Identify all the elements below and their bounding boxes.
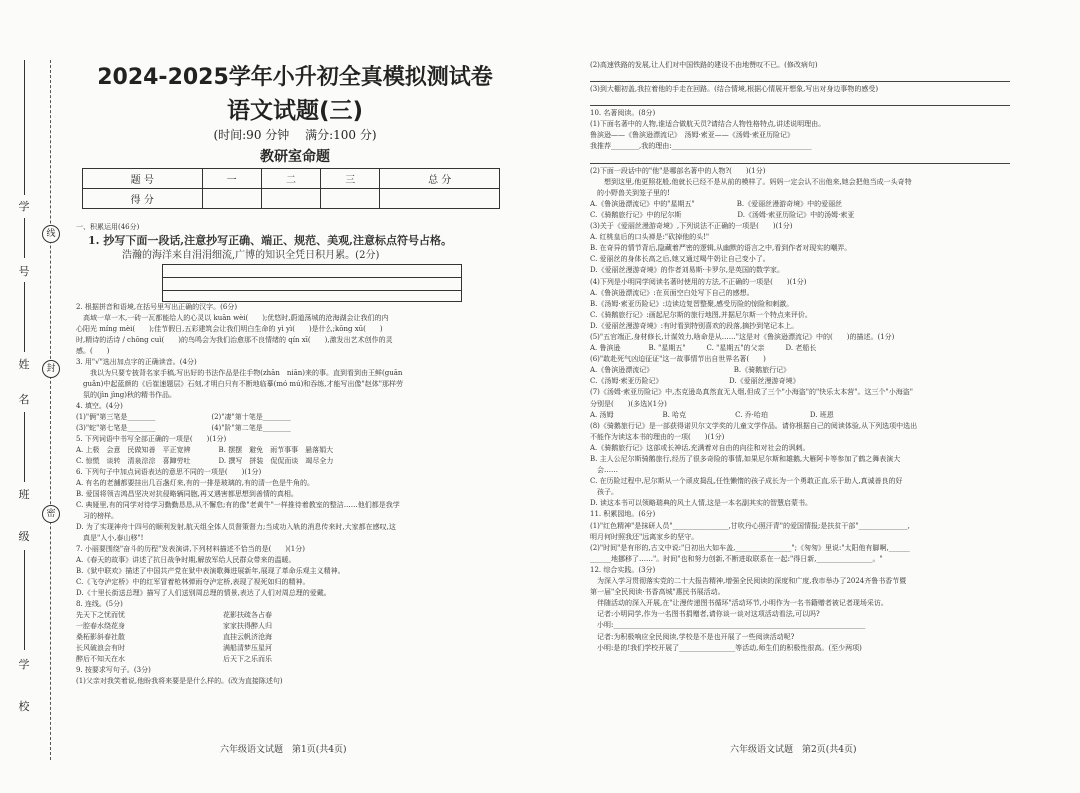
author-label: 教研室命题	[260, 149, 330, 165]
page-2-line: 孩子。	[590, 488, 618, 497]
page-1	[70, 0, 510, 793]
page-2-line: A. 红桃皇后的口头禅是:"砍掉他的头!"	[590, 233, 710, 242]
page-1-line: B. 爱国将领吉鸿昌坚决对抗侵略辆同胞,再又遇害都思想到善情的真相。	[76, 490, 298, 498]
binding-dashed-line	[50, 60, 51, 760]
page-2-line: 11. 积累园地。(6分)	[590, 510, 656, 519]
page-1-line: 6. 下列句子中加点词语表达的意思不同的一项是( )(1分)	[76, 468, 262, 476]
page-2-line: C.《骑鹅旅行记》:画起尼尔斯的旅行地图,并据尼尔斯一个特点来评价。	[590, 310, 812, 319]
page-1-line: 9. 按要求写句子。(3分)	[76, 666, 151, 674]
page-2-line: C.《骑鹅旅行记》中的尼尔斯 D.《汤姆·索亚历险记》中的汤姆·索亚	[590, 210, 855, 219]
page-2-line: (2)下面一段话中的"他"是哪部名著中的人物?( )(1分)	[590, 166, 766, 175]
page-2-line: 记者:为积极响应全民阅读,学校是不是也开展了一些阅读活动呢?	[590, 632, 795, 641]
binding-strip	[14, 60, 60, 760]
page-2-line: 明月何时照我还"远离家乡的坚守。	[590, 532, 699, 541]
page-2-line: (1)"红色精神"是抹研人员"________________,甘吹丹心照汗青"的爱国情报;是扶贫干部"______________,	[590, 521, 910, 530]
page-1-line: 2. 根据拼音和语境,在括号里写出正确的汉字。(6分)	[76, 303, 238, 311]
binding-mark: 密	[42, 505, 60, 523]
binding-label: 号	[18, 265, 30, 278]
page-1-line: 氛的(jìn jìng)秋的精书作品。	[76, 391, 177, 399]
binding-mark: 封	[42, 360, 60, 378]
page-2-line: A.《鲁滨逊漂流记》中的"星期五" B.《爱丽丝漫游奇境》中的爱丽丝	[590, 199, 843, 208]
page-1-line: (3)"蛇"第七笔是________ (4)"阶"第二笔是________	[76, 424, 291, 432]
page-1-line: 先天下之忧而忧 花影扶疏各占春	[76, 611, 272, 619]
page-1-line: 一腔春水绕花身 家家扶得醉人归	[76, 622, 272, 630]
page-2-body	[590, 60, 1010, 654]
score-header: 二	[261, 169, 320, 189]
page-2-line: (8)《骑鹅旅行记》是一部获得诺贝尔文学奖的儿童文学作品。请你根据自己的阅读体验,从下列选项中选出	[590, 421, 918, 430]
page-2-line: 分别是( )(多选)(1分)	[590, 399, 667, 408]
binding-label: 校	[18, 700, 30, 713]
score-cell[interactable]	[202, 189, 261, 209]
page-1-line: 桑柘影斜春社散 直挂云帆济沧海	[76, 633, 272, 641]
page-1-line: 7. 小丽要围绕"奋斗的历程"发表演讲,下列材料描述不恰当的是( )(1分)	[76, 545, 305, 553]
page-2-line: 伴随活动的深入开展,在"让漫传递图书循环"活动环节,小明作为一名书籍赠者被记者现场采访。	[590, 599, 888, 608]
page-2-line: B. 主人公尼尔斯骑鹅旅行,经历了很多奇险的事情,如果尼尔斯和雄鹅,大雁阿卡等参加了鹤之舞表演大	[590, 455, 901, 463]
page-1-line: 时,精诗的活诗 / chōng cuì( )的鸟鸣会为我们治愈那不良情绪的 qín xī( ),激发出艺术创作的灵	[76, 336, 393, 344]
binding-label: 学	[18, 200, 30, 213]
page-1-line: 感。( )	[76, 347, 110, 355]
page-2-line: A. 汤姆 B. 哈克 C. 乔·哈珀 D. 班恩	[590, 410, 834, 419]
page-2-line: C.《汤姆·索亚历险记》 D.《爱丽丝漫游奇境》	[590, 377, 800, 386]
binding-label: 级	[18, 530, 30, 543]
score-table	[82, 168, 500, 209]
page-1-line: D. 为了实现神舟十四号的顺利发射,航天组全体人员督策督力;当成功入轨的消息传来时,大家都在感叹,这	[76, 523, 396, 531]
page-footer: 六年级语文试题 第2页(共4页)	[730, 745, 857, 755]
page-1-line: D.《十里长街送总理》描写了人们送别周总理的情景,表达了人们对周总理的爱戴。	[76, 589, 331, 597]
page-1-body	[76, 302, 508, 687]
page-2-line: A.《骑鹅旅行记》这部或长神话,充满着对自由的向往和对社会的讽刺。	[590, 443, 810, 452]
page-2-line: A. 鲁滨逊 B. "星期五" C. "星期五"的父亲 D. 老船长	[590, 344, 817, 353]
page-1-line: (1)"俩"第三笔是________ (2)"凄"第十笔是________	[76, 413, 291, 421]
binding-label: 姓	[18, 358, 30, 371]
binding-line	[24, 412, 25, 482]
page-2-line: 小明:________________________________________________________________________	[590, 621, 866, 630]
score-header: 一	[202, 169, 261, 189]
exam-title: 2024-2025学年小升初全真模拟测试卷	[97, 65, 493, 90]
binding-line	[24, 282, 25, 352]
page-2	[590, 0, 1010, 793]
page-1-line: C. 典娅里,有的同学对待学习勤勤恳恳,从不懈怠;有的像"老黄牛"一样推待着教室的整洁……他们都是我学	[76, 501, 400, 509]
page-2-line: 想到这里,他更照花般,他就长已经不是从前的模样了。妈妈一定会认不出他来,她会把他当成一头奇特	[590, 177, 912, 186]
page-2-line: (5)"五官端正,身材修长,计谋效力,啥命是从……"这是对《鲁滨逊漂流记》中的( )的描述。(1分)	[590, 332, 895, 341]
page-2-line: 会……	[590, 466, 618, 475]
page-1-line: 醉后不知天在水 后天下之乐而乐	[76, 655, 272, 663]
page-2-line	[590, 71, 1010, 82]
page-2-line: 10. 名著阅读。(8分)	[590, 109, 656, 118]
page-2-line: (3)到大棚初盖,我拉着他的手走在回路。(结合情境,根据心情展开想象,写出对身边事物的感受)	[590, 85, 879, 94]
page-2-line: 小明:是的!我们学校开展了________________等活动,师生们的积极性很高。(至少两项)	[590, 643, 862, 652]
score-header: 三	[321, 169, 380, 189]
time-and-score: (时间:90 分钟 满分:100 分)	[213, 128, 377, 142]
page-1-line: 习的榜样。	[76, 512, 118, 520]
binding-label: 学	[18, 658, 30, 671]
page-2-line: B.《汤姆·索亚历险记》:边读边复習整聚,感受历险的惊险和刺激。	[590, 299, 794, 308]
page-2-line: 不能作为读这本书的理由的一项( )(1分)	[590, 432, 725, 441]
page-1-line: A. 上极 会意 民做知善 平正宽辨 B. 摆摆 避免 雨节事事 悬落娟大	[76, 446, 334, 454]
binding-line	[24, 60, 25, 195]
question-1: 1. 抄写下面一段话,注意抄写正确、端正、规范、美观,注意标点符号占格。	[88, 234, 452, 247]
page-2-line: C. 爱丽丝的身体长高之后,她又通过喝牛奶让自己变小了。	[590, 255, 770, 264]
page-2-line: C. 在历险过程中,尼尔斯从一个顽皮捣乱,任性懒惰的孩子成长为一个勇敢正直,乐于助人,真诚善良的好	[590, 477, 903, 486]
page-footer: 六年级语文试题 第1页(共4页)	[220, 745, 347, 755]
page-2-line: B. 在奇异的情节背后,隐藏着严密的逻辑,从幽默的语言之中,看到作者对现实的嘲弄。	[590, 244, 852, 253]
page-2-line: D.《爱丽丝漫游奇境》的作者刘易斯·卡罗尔,是英国的数学家。	[590, 266, 785, 275]
page-2-line: D. 读这本书可以领略瑞典的风土人情,这是一本名副其实的智慧启蒙书。	[590, 499, 813, 508]
page-1-line: 心阳光 míng mèi( );佳节假日,五彩建筑会让我们明白生命的 yì yì( )是什么;kōng xū( )	[76, 325, 383, 333]
page-1-line: C.《飞夺泸定桥》中的红军冒着枪林弹雨夺泸定桥,表现了视死如归的精神。	[76, 578, 310, 586]
page-2-line: (1)下面名著中的人物,谁适合做航天员?请结合人物性格特点,讲述说明理由。	[590, 120, 826, 129]
page-2-line: (2)"时间"是有形的,古文中说:"日初出大如车盖,________________";《匆匆》里说:"太阳他有脚啊,______	[590, 543, 910, 552]
page-2-line: (6)"敢赴死气凶迫征证"这一故事情节出自世界名著( )	[590, 355, 766, 364]
page-2-line: 为深入学习贯彻落实党的二十大报告精神,增强全民阅读的深度和广度,我市举办了2024齐鲁书香节暨	[590, 577, 907, 586]
page-1-line: A.《春天的故事》讲述了抗日战争时期,解放军给人民群众带来的温暖。	[76, 556, 296, 564]
page-1-line: 长风破浪会有时 满船清梦压星河	[76, 644, 272, 652]
page-2-line: A.《鲁滨逊漂流记》 B.《骑鹅旅行记》	[590, 366, 791, 375]
exam-subtitle: 语文试题(三)	[226, 98, 364, 124]
page-2-line: (4)下列是小明同学阅读名著时使用的方法,不正确的一项是( )(1分)	[590, 277, 807, 286]
section-header: 一、积累运用(46分)	[76, 223, 140, 231]
page-1-line: 3. 用"√"选出加点字的正确读音。(4分)	[76, 358, 197, 366]
page-2-line: D.《爱丽丝漫游奇境》:有时看到特别喜欢的段落,摘抄到笔记本上。	[590, 321, 799, 330]
page-2-line: (2)高速铁路的发展,让人们对中国铁路的建设不由地赞叹不已。(修改病句)	[590, 61, 818, 69]
page-2-line: 的小野兽关到笼子里的!	[590, 188, 670, 197]
score-header: 总 分	[380, 169, 500, 189]
score-row-label: 得 分	[83, 189, 203, 209]
page-2-line: 鲁滨逊——《鲁滨逊漂流记》 汤姆·索亚——《汤姆·索亚历险记》	[590, 131, 794, 140]
binding-mark: 线	[42, 225, 60, 243]
page-2-line: (7)《汤姆·索亚历险记》中,杰克逊岛真然直无人烟,但成了三个"小海盗"的"快乐太本营"。这三个"小海盗"	[590, 388, 913, 397]
score-header: 题 号	[83, 169, 203, 189]
score-cell[interactable]	[261, 189, 320, 209]
page-1-line: 真是"人小,泰山移"!	[76, 534, 144, 542]
page-2-line: 第一届"全民阅读·书香高城"惠民书展活动。	[590, 588, 725, 597]
page-2-line	[590, 95, 1010, 106]
question-1-sentence: 浩瀚的海洋来自涓涓细流,广博的知识全凭日积月累。(2分)	[122, 250, 380, 261]
page-1-line: A. 有名的老舗都要挂出几百盏灯来,有的一排是玻璃的,有的清一色是牛角的。	[76, 479, 314, 487]
page-2-line: 记者:小明同学,作为一名图书捐赠者,请你谈一谈对这项活动看法,可以吗?	[590, 610, 820, 619]
page-2-line: A.《鲁滨逊漂流记》:在页面空白处写下自己的感想。	[590, 288, 754, 297]
page-1-line: 4. 填空。(4分)	[76, 402, 123, 410]
copy-answer-box[interactable]	[162, 264, 462, 302]
binding-line	[24, 218, 25, 258]
page-2-line: 我推荐________,我的理由:________________________________________	[590, 142, 812, 151]
score-cell[interactable]	[321, 189, 380, 209]
page-1-line: 高域一草一木,一砖一瓦都能给人的心灵以 kuān wèi( );优悠时,蔚道荡城的沧海湖会让我们的内	[76, 314, 389, 322]
page-2-line	[590, 153, 1010, 164]
page-1-line: guǎn)中起蓝颜的《后崔速题层》石刻,才明白只有不断地临摹(mó mú)和吞练,才能写出像"赵体"那样劳	[76, 380, 403, 388]
page-2-line: ______地挪移了……"。时间"也和努力创新,不断进取联系在一起:"得日新,________________。"	[590, 554, 883, 563]
binding-label: 班	[18, 488, 30, 501]
page-1-line: 我以为只要专披背名家手稿,写出好的书法作品是往手物(zhān niān)来的事。直到看到由王鲜(guān	[76, 369, 403, 377]
page-2-line: (3)关于《爱丽丝漫游奇境》,下列说法不正确的一项是( )(1分)	[590, 222, 793, 231]
page-1-line: 5. 下列词语中书写全部正确的一项是( )(1分)	[76, 435, 227, 443]
score-cell[interactable]	[380, 189, 500, 209]
page-1-line: 8. 连线。(5分)	[76, 600, 123, 608]
binding-line	[24, 550, 25, 650]
page-1-line: (1)父亲对我笑着说,他盼我将来要是是什么样的。(改为直接陈述句)	[76, 677, 283, 685]
page-1-line: C. 惊慌 谈转 清泉淙淙 喜蹿劳吐 D. 撰写 拼装 侃侃而谈 竭尽全力	[76, 457, 334, 465]
binding-label: 名	[18, 393, 30, 406]
page-1-line: B.《狱中联欢》描述了中国共产党在狱中表演歌舞进展新年,展现了革命乐观主义精神。	[76, 567, 345, 575]
page-2-line: 12. 综合实践。(3分)	[590, 565, 656, 574]
